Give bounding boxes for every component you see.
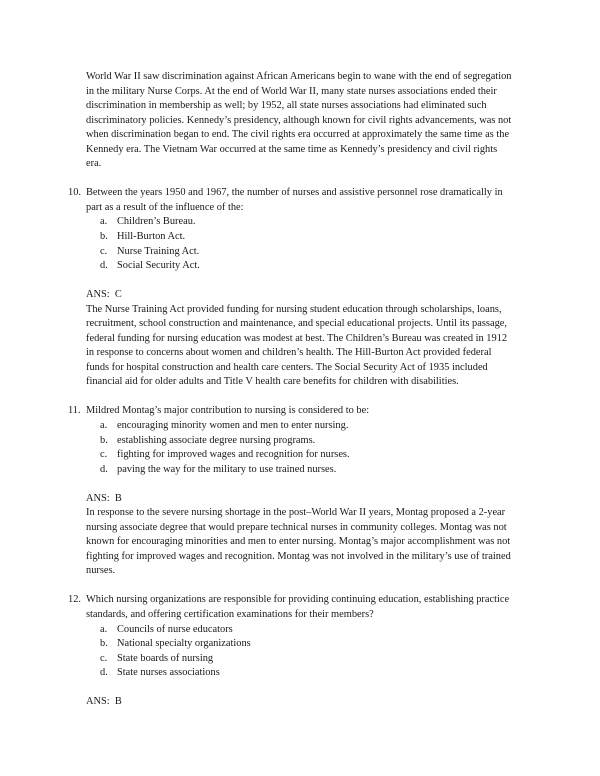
question-number: 10. [68, 187, 81, 199]
option-item[interactable] [100, 434, 512, 449]
option-letter: c. [100, 652, 108, 664]
answer-rationale: In response to the severe nursing shortage in the post–World War II years, Montag proposed a 2-year nursing associate degree that would prepare technical nurses in community colleges. Montag was not known for encouraging minorities and men to enter nursing. Montag’s major accomplishment was not fighting for improved wages and recognition. Montag was not involved in the military’s use of trained nurses. [86, 507, 511, 577]
option-item[interactable] [100, 652, 512, 667]
option-item[interactable] [100, 215, 512, 230]
question-stem-text: Which nursing organizations are responsible for providing continuing education, establishing practice standards, and offering certification examinations for their members? [86, 594, 510, 620]
option-text: encouraging minority women and men to enter nursing. [117, 419, 349, 431]
option-text: National specialty organizations [117, 638, 251, 650]
answer-block [86, 695, 512, 710]
answer-label: ANS: B [86, 696, 122, 708]
option-letter: b. [100, 434, 108, 446]
option-text: Councils of nurse educators [117, 623, 233, 635]
option-letter: a. [100, 419, 108, 431]
option-letter: b. [100, 638, 108, 650]
option-letter: b. [100, 230, 108, 242]
intro-rationale-paragraph: World War II saw discrimination against African Americans begin to wane with the end of segregation in the military Nurse Corps. At the end of World War II, many state nurses associations ended their discrimination in membership as well; by 1952, all state nurses associations had eliminated such discriminatory policies. Kennedy’s presidency, although known for civil rights advancements, was not when discrimination began to end. The civil rights era occurred at approximately the same time as the Kennedy era. The Vietnam War occurred at the same time as Kennedy’s presidency and civil rights era. [86, 71, 512, 170]
option-letter: a. [100, 216, 108, 228]
option-text: fighting for improved wages and recognition for nurses. [117, 449, 350, 461]
answer-label: ANS: B [86, 492, 122, 504]
option-item[interactable] [100, 419, 512, 434]
option-text: Nurse Training Act. [117, 245, 200, 257]
answer-block [86, 492, 512, 579]
options-list [68, 623, 512, 681]
question-stem-row [68, 593, 512, 622]
option-item[interactable] [100, 637, 512, 652]
option-letter: d. [100, 463, 108, 475]
question-block [68, 186, 512, 390]
option-letter: d. [100, 260, 108, 272]
option-text: paving the way for the military to use trained nurses. [117, 463, 337, 475]
option-text: establishing associate degree nursing programs. [117, 434, 316, 446]
option-item[interactable] [100, 259, 512, 274]
option-item[interactable] [100, 245, 512, 260]
question-stem-row [68, 186, 512, 215]
question-number: 11. [68, 405, 81, 417]
answer-block [86, 288, 512, 390]
option-item[interactable] [100, 463, 512, 478]
question-stem-text: Mildred Montag’s major contribution to nursing is considered to be: [86, 405, 370, 417]
answer-rationale: The Nurse Training Act provided funding for nursing student education through scholarships, loans, recruitment, school construction and maintenance, and special educational projects. Until its passage, federal funding for nursing education was modest at best. The Children’s Bureau was created in 1912 in response to concerns about women and children’s health. The Hill-Burton Act provided federal funds for hospital construction and health care centers. The Social Security Act of 1935 included financial aid for older adults and Title V health care benefits for children with disabilities. [86, 303, 508, 388]
option-letter: c. [100, 245, 108, 257]
option-item[interactable] [100, 448, 512, 463]
options-list [68, 419, 512, 477]
question-block [68, 404, 512, 579]
option-letter: a. [100, 623, 108, 635]
option-text: Social Security Act. [117, 260, 200, 272]
question-number: 12. [68, 594, 81, 606]
option-text: Hill-Burton Act. [117, 230, 186, 242]
answer-label: ANS: C [86, 289, 122, 301]
options-list [68, 215, 512, 273]
option-item[interactable] [100, 666, 512, 681]
option-text: State boards of nursing [117, 652, 214, 664]
question-stem-text: Between the years 1950 and 1967, the number of nurses and assistive personnel rose dramatically in part as a result of the influence of the: [86, 187, 503, 213]
question-block [68, 593, 512, 709]
option-text: State nurses associations [117, 667, 220, 679]
option-letter: c. [100, 449, 108, 461]
document-body [68, 70, 512, 710]
option-text: Children’s Bureau. [117, 216, 196, 228]
option-letter: d. [100, 667, 108, 679]
option-item[interactable] [100, 623, 512, 638]
option-item[interactable] [100, 230, 512, 245]
question-stem-row [68, 404, 512, 419]
